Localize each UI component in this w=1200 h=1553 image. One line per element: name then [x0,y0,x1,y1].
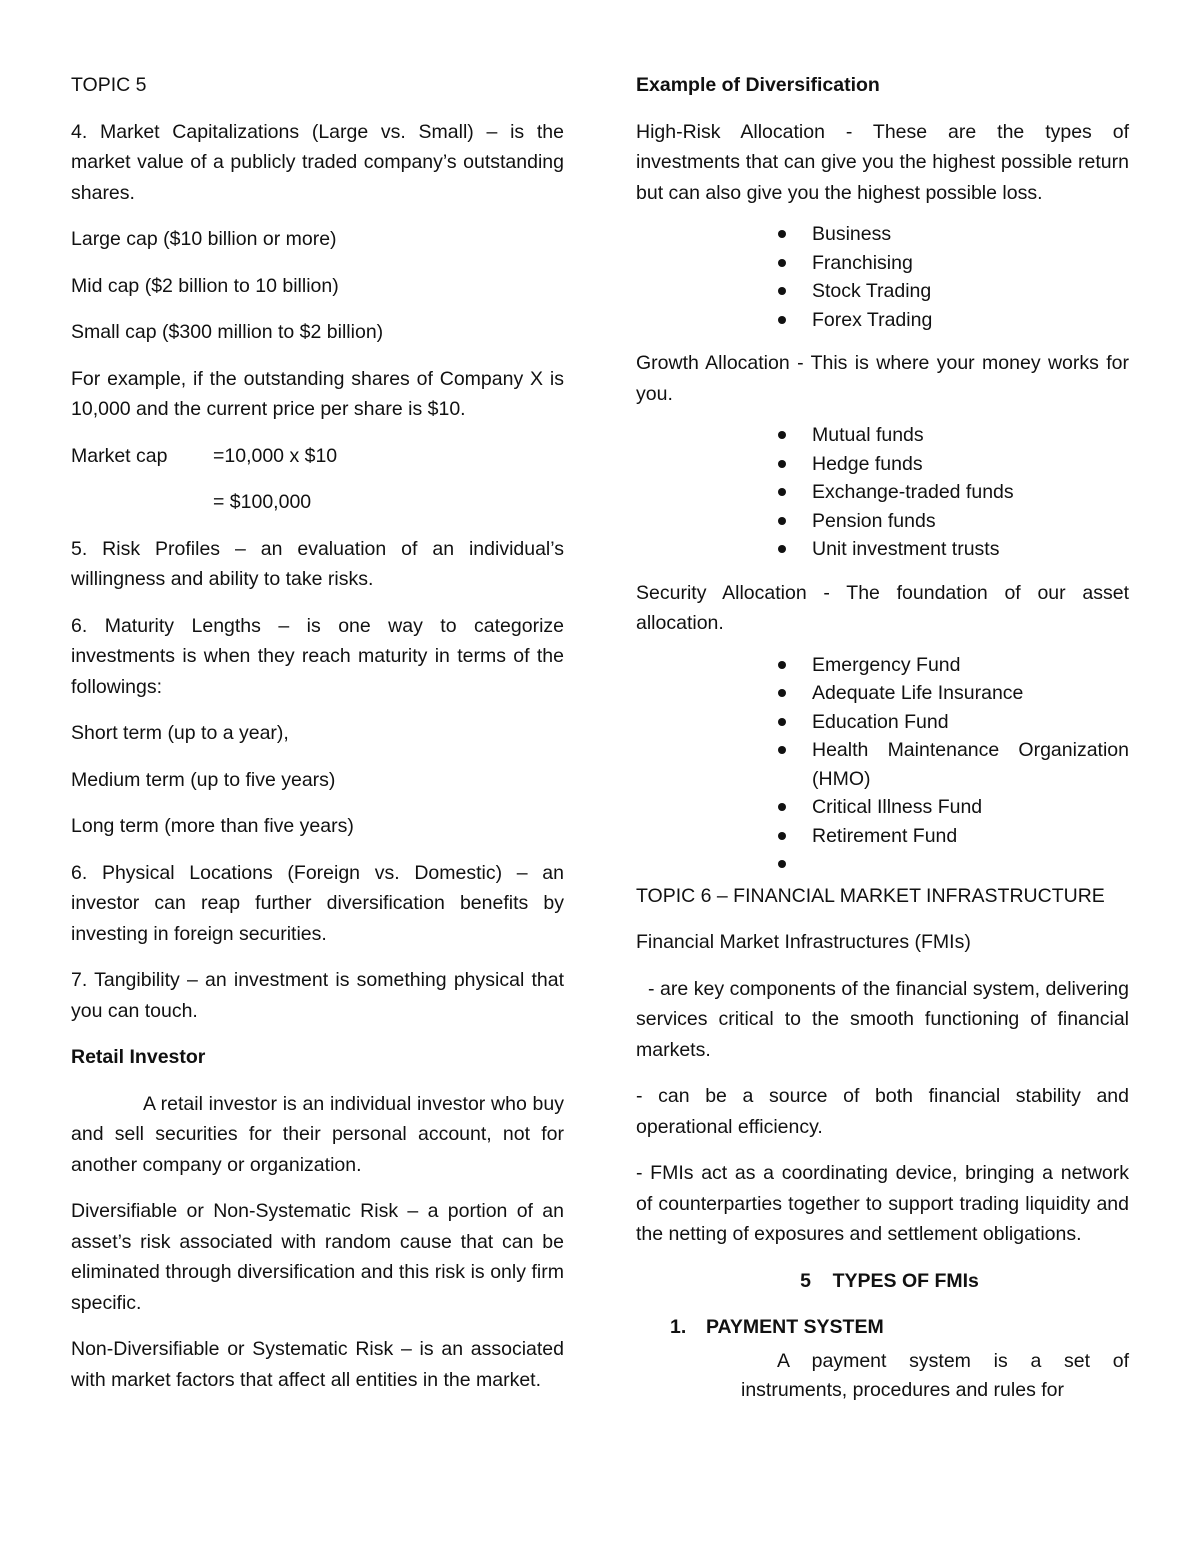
retail-investor-paragraph: A retail investor is an individual investor who buy and sell securities for their personal account, not for another company or organization. [71,1092,564,1176]
list-item: Forex Trading [812,306,1129,335]
list-item: Pension funds [812,507,1129,536]
list-item: Exchange-traded funds [812,478,1129,507]
list-item: Unit investment trusts [812,535,1129,564]
list-item [812,850,1129,879]
payment-system-heading [636,1312,1129,1343]
list-item: Mutual funds [812,421,1129,450]
market-cap-paragraph: 4. Market Capitalizations (Large vs. Small) – is the market value of a publicly traded company’s outstanding shares. [71,120,564,204]
growth-paragraph: Growth Allocation - This is where your money works for you. [636,352,1129,405]
high-risk-list [636,220,1129,334]
list-item: Health Maintenance Organization (HMO) [812,736,1129,793]
diversification-example-heading: Example of Diversification [636,74,880,96]
short-term-line: Short term (up to a year), [71,722,289,744]
fmi-paragraph-3: - FMIs act as a coordinating device, bringing a network of counterparties together to support trading liquidity and the netting of exposures and settlement obligations. [636,1162,1129,1245]
large-cap-line: Large cap ($10 billion or more) [71,228,337,250]
fmi-paragraph-2: - can be a source of both financial stability and operational efficiency. [636,1085,1129,1138]
list-item: Emergency Fund [812,651,1129,680]
list-item: Business [812,220,1129,249]
long-term-line: Long term (more than five years) [71,815,354,837]
fmi-title: Financial Market Infrastructures (FMIs) [636,931,971,953]
list-item: Retirement Fund [812,822,1129,851]
topic-6-heading: TOPIC 6 – FINANCIAL MARKET INFRASTRUCTURE [636,884,1105,907]
non-diversifiable-risk-paragraph: Non-Diversifiable or Systematic Risk – is an associated with market factors that affect all entities in the market. [71,1338,564,1391]
calc-label: Market cap [71,444,168,467]
maturity-lengths-paragraph: 6. Maturity Lengths – is one way to categorize investments is when they reach maturity in terms of the followings: [71,614,564,698]
security-paragraph: Security Allocation - The foundation of our asset allocation. [636,581,1129,634]
payment-system-number: 1. [670,1316,687,1338]
security-list [636,651,1129,879]
diversifiable-risk-paragraph: Diversifiable or Non-Systematic Risk – a portion of an asset’s risk associated with random cause that can be eliminated through diversification and this risk is only firm specific. [71,1200,564,1314]
calc-line-1: =10,000 x $10 [213,444,338,467]
payment-system-label: PAYMENT SYSTEM [706,1316,884,1338]
physical-locations-paragraph: 6. Physical Locations (Foreign vs. Domestic) – an investor can reap further diversification benefits by investing in foreign securities. [71,861,564,945]
fmi-types-heading: 5 TYPES OF FMIs [800,1269,979,1292]
growth-list [636,421,1129,564]
tangibility-paragraph: 7. Tangibility – an investment is something physical that you can touch. [71,969,564,1022]
list-item: Critical Illness Fund [812,793,1129,822]
mid-cap-line: Mid cap ($2 billion to 10 billion) [71,274,339,297]
risk-profiles-paragraph: 5. Risk Profiles – an evaluation of an individual’s willingness and ability to take risks. [71,537,564,590]
payment-system-paragraph: A payment system is a set of instruments, procedures and rules for [741,1349,1129,1401]
left-column [71,70,564,1411]
right-column [636,70,1129,1421]
fmi-paragraph-1: - are key components of the financial system, delivering services critical to the smooth functioning of financial markets. [636,977,1129,1061]
market-cap-result [213,487,564,518]
medium-term-line: Medium term (up to five years) [71,768,336,791]
list-item: Adequate Life Insurance [812,679,1129,708]
topic-5-heading: TOPIC 5 [71,74,147,96]
small-cap-line: Small cap ($300 million to $2 billion) [71,321,384,343]
list-item: Franchising [812,249,1129,278]
high-risk-paragraph: High-Risk Allocation - These are the types of investments that can give you the highest possible return but can also give you the highest possible loss. [636,120,1129,204]
retail-investor-heading: Retail Investor [71,1046,206,1068]
market-cap-calculation [71,441,564,472]
calc-line-2: = $100,000 [213,491,312,513]
list-item: Education Fund [812,708,1129,737]
list-item: Stock Trading [812,277,1129,306]
market-cap-example: For example, if the outstanding shares of Company X is 10,000 and the current price per share is $10. [71,367,564,420]
list-item: Hedge funds [812,450,1129,479]
